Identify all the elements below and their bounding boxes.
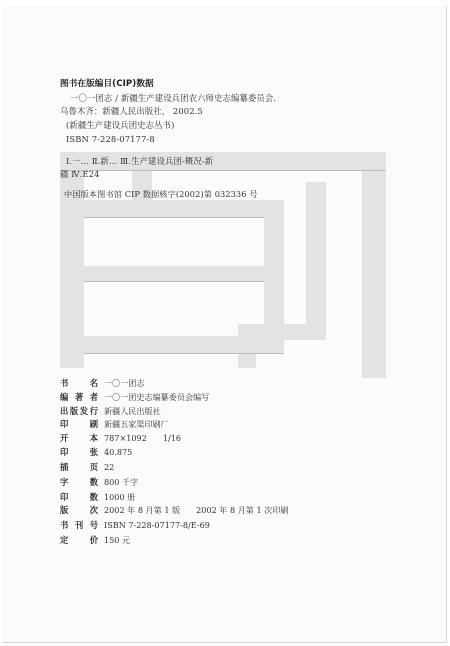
watermark-hairline (84, 281, 264, 282)
cip-isbn-line: ISBN 7-228-07177-8 (66, 134, 155, 144)
colophon-value (104, 392, 209, 403)
colophon-label: 字数 (60, 477, 98, 487)
watermark-stroke (362, 152, 386, 378)
cip-classification-line: 疆 Ⅳ.E24 (60, 169, 100, 179)
colophon-value-part: 1000 册 (104, 492, 136, 502)
colophon-label: 出版发行 (60, 406, 98, 416)
watermark-stroke (84, 200, 284, 218)
colophon-value (104, 406, 161, 417)
watermark-stroke (60, 152, 84, 368)
colophon-label: 书刊号 (60, 520, 98, 530)
watermark-hairline (84, 353, 284, 354)
colophon-label: 印刷 (60, 419, 98, 429)
colophon-label: 印数 (60, 492, 98, 502)
watermark-hairline (60, 170, 386, 171)
colophon-value (104, 419, 169, 430)
cip-catalog-note: 中国版本图书馆 CIP 数据核字(2002)第 032336 号 (64, 189, 258, 199)
colophon-value (104, 535, 130, 546)
colophon-value-part: 22 (104, 462, 115, 472)
colophon-value (104, 520, 210, 531)
colophon-label: 版次 (60, 505, 98, 515)
book-page (2, 6, 447, 643)
colophon-value-part: 新疆人民出版社 (104, 406, 161, 416)
colophon-value (104, 477, 138, 488)
cip-heading: 图书在版编目(CIP)数据 (60, 79, 154, 89)
watermark-hairline (84, 217, 264, 218)
watermark-stroke (238, 324, 256, 368)
colophon-value (104, 505, 288, 516)
colophon-value-part: 2002 年 8 月第 1 版 (104, 505, 181, 515)
colophon-value (104, 378, 144, 389)
colophon-value (104, 462, 114, 473)
colophon-label: 印张 (60, 447, 98, 457)
colophon-value (104, 433, 181, 444)
colophon-value-part: 一〇一团志 (104, 378, 145, 388)
colophon-value-part: 2002 年 8 月第 1 次印刷 (196, 505, 289, 515)
colophon-value (104, 447, 132, 458)
colophon-value-part: 新疆五家渠印刷厂 (104, 419, 169, 429)
colophon-label: 定价 (60, 535, 98, 545)
colophon-value-part: 一〇一团史志编纂委员会编写 (104, 392, 210, 402)
colophon-label: 开本 (60, 433, 98, 443)
colophon-value-part: 1/16 (162, 433, 182, 443)
colophon-value (104, 492, 135, 503)
cip-series-line: (新疆生产建设兵团史志丛书) (66, 120, 175, 130)
colophon-value-part: 150 元 (104, 535, 131, 545)
colophon-label: 插页 (60, 462, 98, 472)
colophon-value-part: 787×1092 (104, 433, 147, 443)
cip-publisher-line: 乌鲁木齐：新疆人民出版社， 2002.5 (60, 106, 203, 116)
colophon-value-part: ISBN 7-228-07177-8/E-69 (104, 520, 210, 530)
cip-title-line: 一〇一团志 / 新疆生产建设兵团农六师史志编纂委员会. (70, 93, 277, 103)
colophon-label: 书名 (60, 378, 98, 388)
cip-classification-line: Ⅰ.一… Ⅱ.新… Ⅲ.生产建设兵团-概况-新 (66, 156, 214, 166)
watermark-stroke (84, 266, 284, 282)
colophon-label: 编著者 (60, 392, 98, 402)
watermark-stroke (306, 182, 326, 324)
colophon-value-part: 800 千字 (104, 477, 139, 487)
colophon-value-part: 40.875 (104, 447, 133, 457)
